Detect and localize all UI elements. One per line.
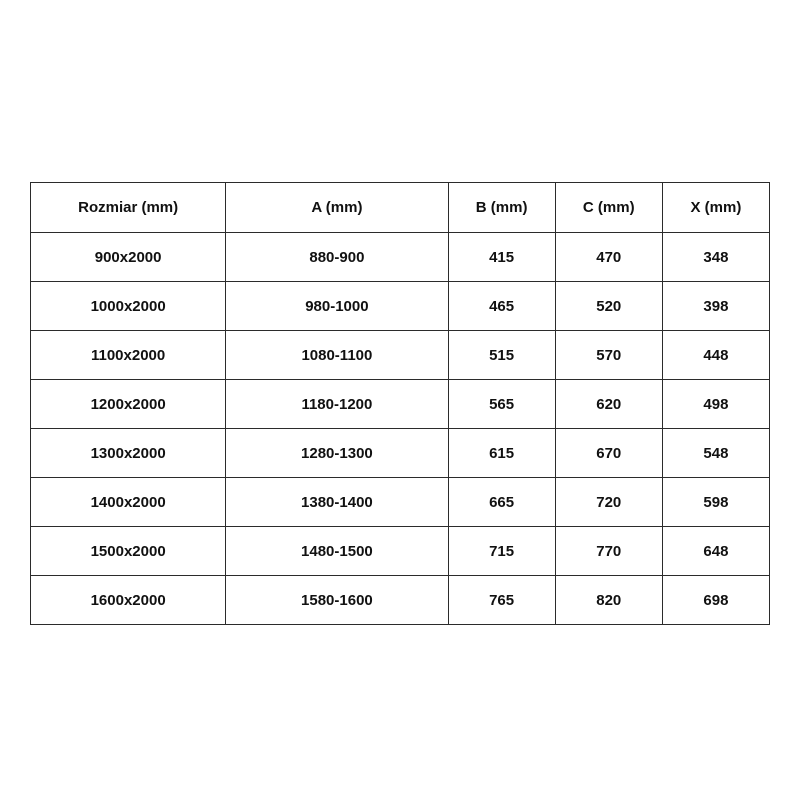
cell-b: 565 xyxy=(448,380,555,429)
table-row xyxy=(31,233,770,282)
column-header-a: A (mm) xyxy=(226,183,448,233)
table-header xyxy=(31,183,770,233)
cell-x: 498 xyxy=(662,380,769,429)
table-row xyxy=(31,331,770,380)
cell-rozmiar: 1000x2000 xyxy=(31,282,226,331)
cell-c: 470 xyxy=(555,233,662,282)
cell-a: 1280-1300 xyxy=(226,429,448,478)
cell-c: 770 xyxy=(555,527,662,576)
table-row xyxy=(31,478,770,527)
cell-b: 515 xyxy=(448,331,555,380)
cell-x: 348 xyxy=(662,233,769,282)
cell-x: 548 xyxy=(662,429,769,478)
cell-c: 570 xyxy=(555,331,662,380)
cell-b: 415 xyxy=(448,233,555,282)
dimensions-table xyxy=(30,182,770,625)
cell-c: 620 xyxy=(555,380,662,429)
cell-rozmiar: 1600x2000 xyxy=(31,576,226,625)
column-header-b: B (mm) xyxy=(448,183,555,233)
cell-x: 698 xyxy=(662,576,769,625)
cell-a: 1080-1100 xyxy=(226,331,448,380)
table-row xyxy=(31,527,770,576)
cell-b: 765 xyxy=(448,576,555,625)
cell-a: 980-1000 xyxy=(226,282,448,331)
cell-b: 615 xyxy=(448,429,555,478)
cell-b: 715 xyxy=(448,527,555,576)
table-row xyxy=(31,429,770,478)
table-row xyxy=(31,380,770,429)
cell-a: 1480-1500 xyxy=(226,527,448,576)
cell-a: 880-900 xyxy=(226,233,448,282)
table-row xyxy=(31,282,770,331)
table-body xyxy=(31,233,770,625)
cell-rozmiar: 1100x2000 xyxy=(31,331,226,380)
column-header-x: X (mm) xyxy=(662,183,769,233)
cell-x: 648 xyxy=(662,527,769,576)
cell-rozmiar: 1400x2000 xyxy=(31,478,226,527)
table-row xyxy=(31,576,770,625)
column-header-c: C (mm) xyxy=(555,183,662,233)
cell-a: 1380-1400 xyxy=(226,478,448,527)
column-header-rozmiar: Rozmiar (mm) xyxy=(31,183,226,233)
cell-c: 520 xyxy=(555,282,662,331)
spec-table-container xyxy=(30,182,770,625)
cell-a: 1580-1600 xyxy=(226,576,448,625)
cell-rozmiar: 1200x2000 xyxy=(31,380,226,429)
cell-a: 1180-1200 xyxy=(226,380,448,429)
cell-c: 670 xyxy=(555,429,662,478)
cell-x: 598 xyxy=(662,478,769,527)
cell-rozmiar: 1500x2000 xyxy=(31,527,226,576)
cell-b: 665 xyxy=(448,478,555,527)
cell-c: 720 xyxy=(555,478,662,527)
cell-c: 820 xyxy=(555,576,662,625)
cell-rozmiar: 900x2000 xyxy=(31,233,226,282)
cell-b: 465 xyxy=(448,282,555,331)
cell-rozmiar: 1300x2000 xyxy=(31,429,226,478)
table-header-row xyxy=(31,183,770,233)
cell-x: 398 xyxy=(662,282,769,331)
cell-x: 448 xyxy=(662,331,769,380)
